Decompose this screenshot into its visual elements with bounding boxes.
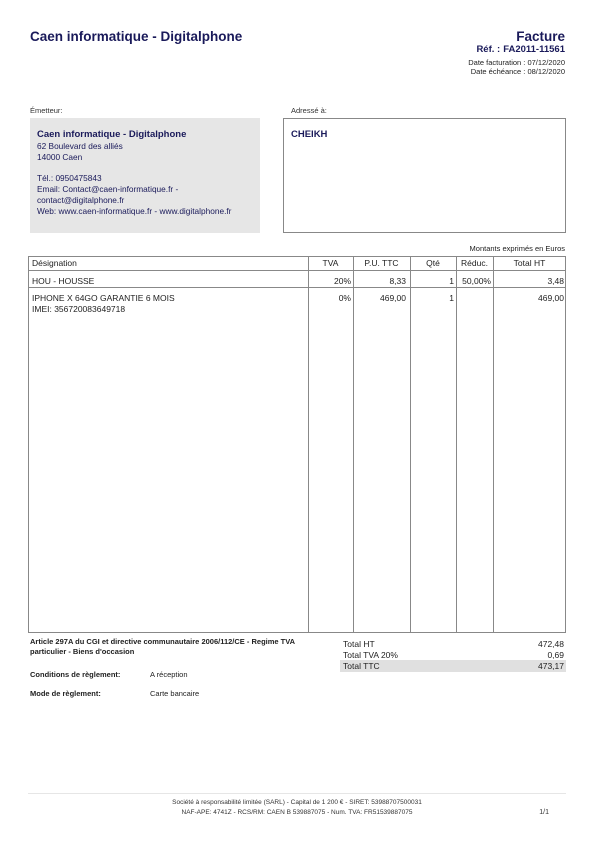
row1-quantity: 1 [449,276,454,286]
footer-divider [28,793,566,794]
row1-total: 3,48 [547,276,564,286]
invoice-reference [476,44,565,55]
payment-terms-value: A réception [150,670,188,679]
header-designation: Désignation [32,258,77,268]
page-number: 1/1 [539,809,549,816]
header-unit-price: P.U. TTC [364,258,399,268]
row1-unit-price: 8,33 [389,276,406,286]
row1-tva: 20% [333,276,351,286]
header-total-ht: Total HT [513,258,546,268]
row1-discount: 50,00% [462,276,491,286]
total-ttc-value: 473,17 [538,661,564,671]
footer-registration-info: NAF-APE: 4741Z - RCS/RM: CAEN B 539887075 - Num. TVA: FR51539887075 [181,809,413,816]
table-row-divider [28,287,566,288]
reference-label: Réf. : [476,44,501,55]
column-divider [308,256,309,633]
column-divider [410,256,411,633]
due-date: Date échéance : 08/12/2020 [470,67,565,76]
header-quantity: Qté [426,258,440,268]
sender-phone: Tél.: 0950475843 [37,173,102,183]
reference-value: FA2011-11561 [503,44,565,55]
sender-name: Caen informatique - Digitalphone [37,129,187,140]
sender-web: Web: www.caen-informatique.fr - www.digitalphone.fr [37,206,232,216]
sender-label: Émetteur: [30,106,63,115]
invoice-date: Date facturation : 07/12/2020 [468,58,565,67]
recipient-box [283,118,566,233]
sender-email-line2: contact@digitalphone.fr [37,195,125,205]
legal-mention: Article 297A du CGI et directive communautaire 2006/112/CE - Regime TVA particulier - Biens d'occasion [30,637,295,656]
column-divider [456,256,457,633]
column-divider [493,256,494,633]
total-ttc-label: Total TTC [343,661,380,671]
payment-mode-value: Carte bancaire [150,689,200,698]
sender-email-line1: Email: Contact@caen-informatique.fr - [37,184,179,194]
currency-note: Montants exprimés en Euros [469,244,565,253]
row1-designation: HOU - HOUSSE [32,276,95,286]
total-tva-value: 0,69 [547,650,564,660]
table-header-divider [28,270,566,271]
header-tva: TVA [322,258,339,268]
total-tva-label: Total TVA 20% [343,650,398,660]
column-divider [353,256,354,633]
sender-address-line1: 62 Boulevard des alliés [37,141,123,151]
footer-company-info: Société à responsabilité limitée (SARL) - Capital de 1 200 € - SIRET: 53988707500031 [172,799,422,806]
row2-quantity: 1 [449,293,454,303]
recipient-name: CHEIKH [291,129,328,140]
payment-terms-label: Conditions de règlement: [30,670,121,679]
row2-imei: IMEI: 356720083649718 [32,304,126,314]
document-type: Facture [516,29,565,44]
row2-tva: 0% [338,293,351,303]
sender-details [37,129,231,217]
company-name: Caen informatique - Digitalphone [30,29,243,44]
payment-mode-label: Mode de règlement: [30,689,101,698]
row2-unit-price: 469,00 [380,293,406,303]
sender-box [30,118,260,233]
recipient-label: Adressé à: [291,106,327,115]
total-ht-label: Total HT [343,639,375,649]
total-ht-value: 472,48 [538,639,564,649]
header-discount: Réduc. [461,258,488,268]
sender-address-line2: 14000 Caen [37,152,83,162]
row2-total: 469,00 [538,293,564,303]
row2-designation: IPHONE X 64GO GARANTIE 6 MOIS [32,293,175,303]
